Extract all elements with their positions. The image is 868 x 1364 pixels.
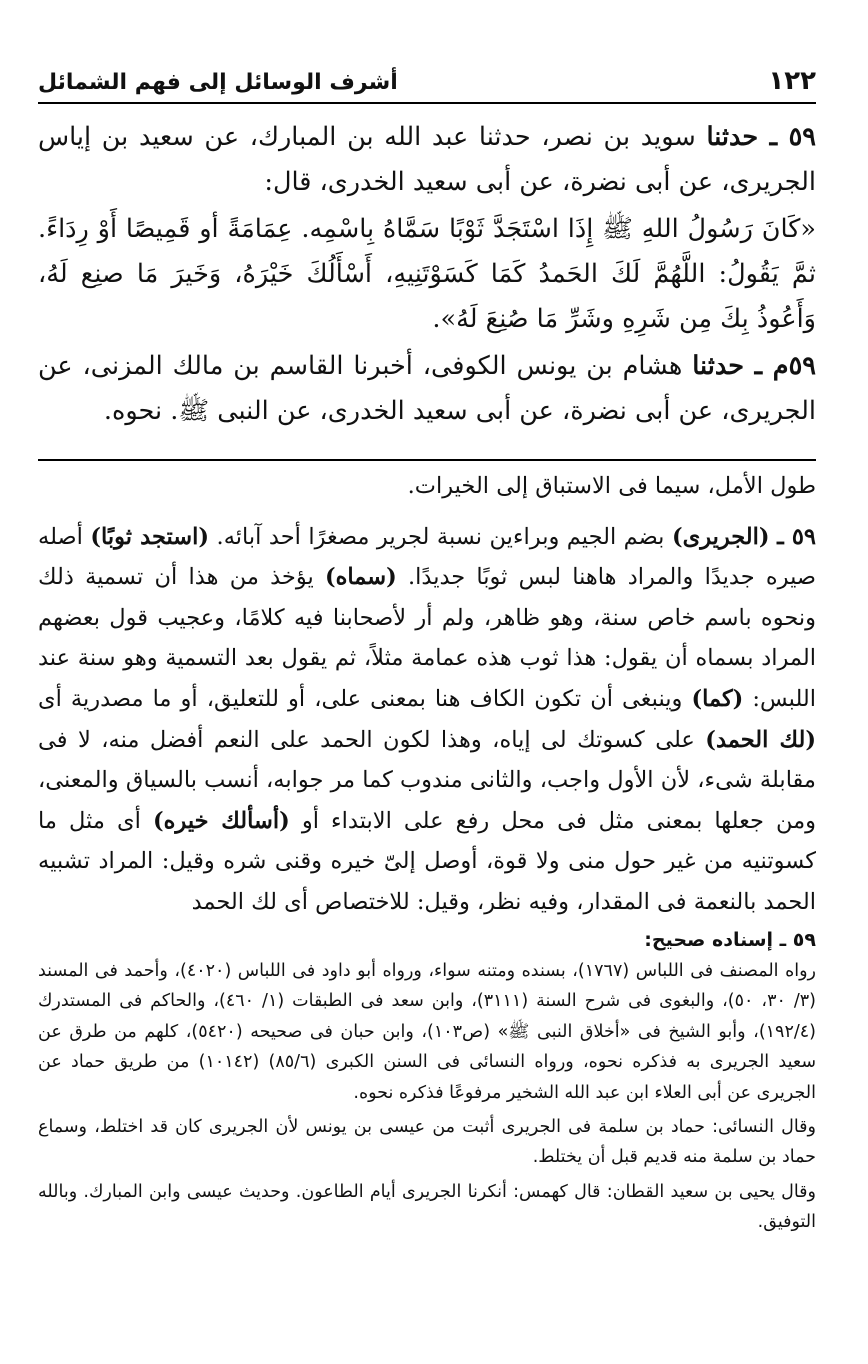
hadith-chain: سويد بن نصر، حدثنا عبد الله بن المبارك، عن سعيد بن إياس الجريرى، عن أبى نضرة، عن أبى سعيد الخدرى، قال: <box>38 122 816 197</box>
footnote-qattan: وقال يحيى بن سعيد القطان: قال كهمس: أنكرنا الجريرى أيام الطاعون. وحديث عيسى وابن المبارك. وبالله التوفيق. <box>38 1181 816 1233</box>
page-number: ١٢٢ <box>768 66 816 96</box>
footnote-heading: ٥٩ ـ إسناده صحيح: <box>644 929 816 951</box>
commentary <box>38 466 816 923</box>
commentary-number: ٥٩ ـ <box>777 523 816 550</box>
term-jariri: (الجريرى) <box>671 523 770 550</box>
footnote-takhrij: رواه المصنف فى اللباس (١٧٦٧)، بسنده ومتنه سواء، ورواه أبو داود فى اللباس (٤٠٢٠)، وأحمد فى المسند (٣/ ٣٠، ٥٠)، والبغوى فى شرح السنة (٣١١١)، وابن سعد فى الطبقات (١/ ٤٦٠)، والحاكم فى المستدرك (١٩٢/٤)، وأبو الشيخ فى «أخلاق النبى ﷺ» (ص١٠٣)، وابن حبان فى صحيحه (٥٤٢٠)، كلهم من طرق عن سعيد الجريرى به فذكره نحوه، ورواه النسائى فى السنن الكبرى (٨٥/٦) (١٠١٤٢) من طريق حماد عن الجريرى عن أبى العلاء ابن عبد الله الشخير مرفوعًا فذكره نحوه. <box>38 961 817 1103</box>
page-header <box>38 62 816 102</box>
commentary-continuation: طول الأمل، سيما فى الاستباق إلى الخيرات. <box>407 473 816 499</box>
footnote-nasai: وقال النسائى: حماد بن سلمة فى الجريرى أثبت من عيسى بن يونس لأن الجريرى كان قد اختلط، وسماع حماد بن سلمة منه قديم قبل أن يختلط. <box>38 1117 816 1168</box>
hadith-label: ٥٩م ـ حدثنا <box>692 351 816 381</box>
commentary-text: بضم الجيم وبراءين نسبة لجرير مصغرًا أحد آبائه. <box>209 523 672 550</box>
commentary-text: يؤخذ من هذا أن تسمية ذلك ونحوه باسم خاص سنة، وهو ظاهر، ولم أر لأصحابنا فيه كلامًا، وعجيب قول بعضهم المراد بسماه أن يقول: هذا ثوب هذه عمامة مثلاً، ثم يقول بعد التسمية وهو سنة عند اللبس: <box>38 564 816 712</box>
commentary-text: على كسوتك لى إياه، وهذا لكون الحمد على النعم أفضل منه، لا فى مقابلة شىء، لأن الأول واجب، والثانى مندوب كما مر جوابه، أنسب بالسياق والمعنى، ومن جعلها بمعنى مثل فى محل رفع على الابتداء أو <box>38 726 817 834</box>
hadith-59 <box>38 115 816 205</box>
commentary-text: أصله صيره جديدًا والمراد هاهنا لبس ثوبًا جديدًا. <box>38 523 816 591</box>
header-rule <box>38 102 816 104</box>
commentary-59 <box>38 517 816 923</box>
hadith-chain: هشام بن يونس الكوفى، أخبرنا القاسم بن مالك المزنى، عن الجريرى، عن أبى نضرة، عن أبى سعيد الخدرى، عن النبى ﷺ. نحوه. <box>38 351 816 426</box>
hadith-59m <box>38 344 816 434</box>
commentary-text: أى مثل ما كسوتنيه من غير حول منى ولا قوة، أوصل إلىّ خيره وقنى شره وقيل: المراد تشبيه الحمد بالنعمة فى المقدار، وفيه نظر، وقيل: للاختصاص أى لك الحمد <box>38 807 816 915</box>
commentary-text: وينبغى أن تكون الكاف هنا بمعنى على، أو للتعليق، أو ما مصدرية أى <box>38 685 692 712</box>
term-kama: (كما) <box>691 685 744 712</box>
term-istajadda: (استجد ثوبًا) <box>90 523 210 550</box>
term-asaluka: (أسألك خيره) <box>152 807 290 834</box>
section-rule <box>38 459 816 461</box>
footnotes <box>38 924 816 1238</box>
hadith-label: ٥٩ ـ حدثنا <box>706 122 816 152</box>
term-sammahu: (سماه) <box>324 564 397 591</box>
hadith-text <box>38 115 816 434</box>
hadith-quote: «كَانَ رَسُولُ اللهِ ﷺ إِذَا اسْتَجَدَّ ثَوْبًا سَمَّاهُ بِاسْمِه. عِمَامَةً أو قَمِيصًا أَوْ رِدَاءً. ثمَّ يَقُولُ: اللَّهُمَّ لَكَ الحَمدُ كَمَا كَسَوْتَنِيهِ، أَسْأَلُكَ خَيْرَهُ، وَخَيرَ مَا صنِع لَهُ، وَأَعُوذُ بِكَ مِن شَرِهِ وشَرِّ مَا صُنِعَ لَهُ». <box>38 214 816 334</box>
running-title: أشرف الوسائل إلى فهم الشمائل <box>38 70 398 95</box>
term-lakal-hamd: (لك الحمد) <box>705 726 816 753</box>
